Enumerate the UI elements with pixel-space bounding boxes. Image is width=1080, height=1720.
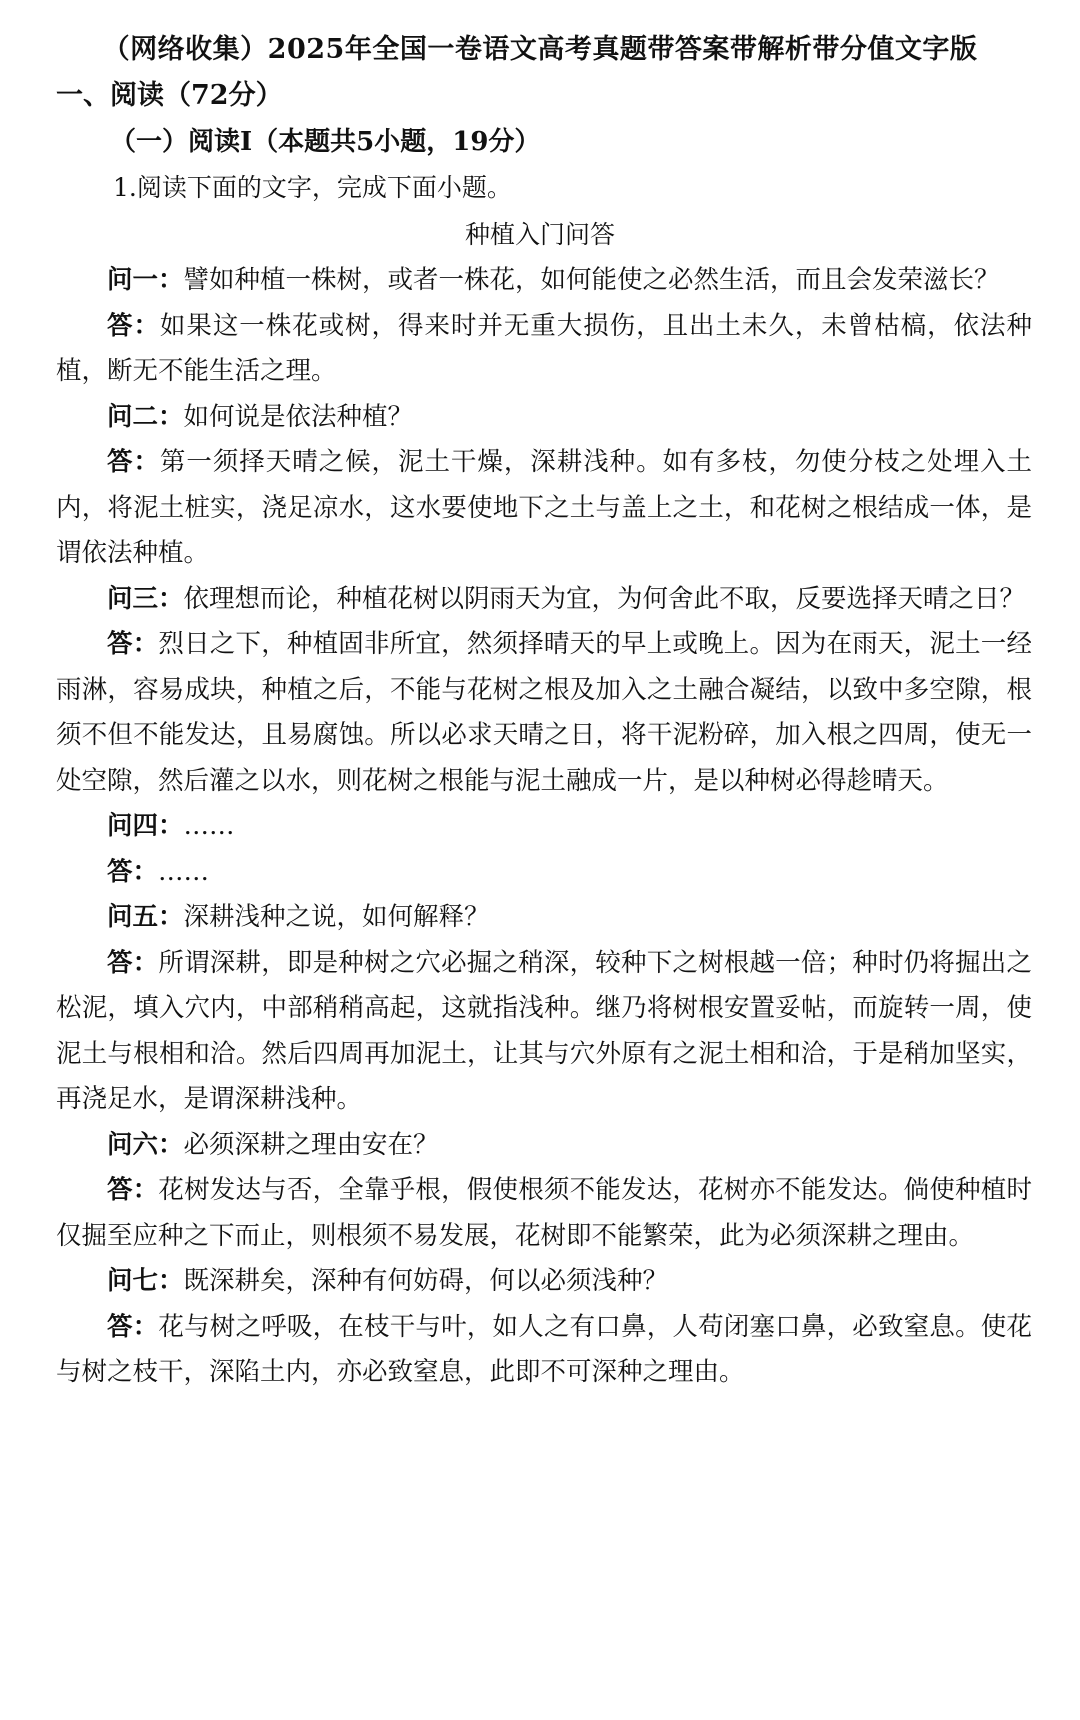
paragraph-text: 花树发达与否，全靠乎根，假使根须不能发达，花树亦不能发达。倘使种植时仅掘至应种之下而止，则根须不易发展，花树即不能繁荣，此为必须深耕之理由。 — [56, 1175, 1032, 1251]
paragraph-text: 必须深耕之理由安在？ — [183, 1129, 439, 1160]
paragraph — [56, 395, 1032, 441]
paragraph-text: …… — [183, 811, 235, 841]
paragraph-text: 所谓深耕，即是种树之穴必掘之稍深，较种下之树根越一倍；种时仍将掘出之松泥，填入穴内，中部稍稍高起，这就指浅种。继乃将树根安置妥帖，而旋转一周，使泥土与根相和洽。然后四周再加泥土，让其与穴外原有之泥土相和洽，于是稍加坚实，再浇足水，是谓深耕浅种。 — [56, 947, 1032, 1114]
paragraph — [56, 622, 1032, 804]
paragraph-lead: 答： — [107, 856, 159, 887]
section-heading: 一、阅读（72分） — [56, 80, 283, 111]
paragraph-lead: 问四： — [107, 811, 184, 841]
paragraph-text: 如果这一株花或树，得来时并无重大损伤，且出土未久，未曾枯槁，依法种植，断无不能生活之理。 — [56, 310, 1032, 386]
paragraph — [56, 440, 1032, 577]
paragraph-lead: 答： — [107, 1175, 159, 1205]
paragraph-lead: 答： — [107, 447, 160, 477]
paragraph — [56, 804, 1032, 850]
paragraph-lead: 问三： — [107, 583, 184, 614]
paragraph — [56, 577, 1032, 623]
paragraph — [56, 941, 1032, 1123]
paragraph — [56, 850, 1032, 896]
paragraph-lead: 问一： — [107, 265, 184, 295]
subsection-heading: （一）阅读Ⅰ（本题共5小题，19分） — [110, 127, 541, 157]
paragraph-text: 烈日之下，种植固非所宜，然须择晴天的早上或晚上。因为在雨天，泥土一经雨淋，容易成块，种植之后，不能与花树之根及加入之土融合凝结，以致中多空隙，根须不但不能发达，且易腐蚀。所以必求天晴之日，将干泥粉碎，加入根之四周，使无一处空隙，然后灌之以水，则花树之根能与泥土融成一片，是以种树必得趁晴天。 — [56, 629, 1032, 796]
paragraph — [56, 1305, 1032, 1396]
paragraph-lead: 问七： — [107, 1266, 184, 1296]
paragraph-lead: 答： — [107, 629, 159, 659]
paragraph-lead: 问二： — [107, 401, 184, 432]
question-instruction: 1.阅读下面的文字，完成下面小题。 — [113, 173, 512, 202]
paragraph-text: 譬如种植一株树，或者一株花，如何能使之必然生活，而且会发荣滋长？ — [183, 265, 1000, 295]
essay-title: 种植入门问答 — [464, 220, 615, 249]
essay-body — [56, 258, 1032, 1396]
paragraph-text: 依理想而论，种植花树以阴雨天为宜，为何舍此不取，反要选择天晴之日？ — [183, 583, 1026, 614]
paragraph-lead: 问六： — [107, 1129, 184, 1160]
paragraph-lead: 答： — [107, 1311, 159, 1342]
paragraph — [56, 1259, 1032, 1305]
paragraph — [56, 895, 1032, 941]
paragraph-text: 既深耕矣，深种有何妨碍，何以必须浅种？ — [183, 1266, 669, 1296]
paragraph — [56, 304, 1032, 395]
paragraph-text: 如何说是依法种植？ — [183, 401, 414, 432]
paragraph-text: …… — [158, 856, 210, 887]
document-title: （网络收集）2025年全国一卷语文高考真题带答案带解析带分值文字版 — [102, 34, 978, 65]
paragraph-lead: 答： — [107, 310, 160, 341]
paragraph-text: 花与树之呼吸，在枝干与叶，如人之有口鼻，人苟闭塞口鼻，必致窒息。使花与树之枝干，深陷土内，亦必致窒息，此即不可深种之理由。 — [56, 1311, 1032, 1387]
paragraph-lead: 问五： — [107, 902, 184, 932]
paragraph-text: 第一须择天晴之候，泥土干燥，深耕浅种。如有多枝，勿使分枝之处埋入土内，将泥土桩实，浇足凉水，这水要使地下之土与盖上之土，和花树之根结成一体，是谓依法种植。 — [56, 447, 1032, 568]
paragraph — [56, 1123, 1032, 1169]
paragraph-lead: 答： — [107, 947, 159, 978]
paragraph — [56, 258, 1032, 304]
paragraph — [56, 1168, 1032, 1259]
paragraph-text: 深耕浅种之说，如何解释？ — [183, 902, 490, 932]
